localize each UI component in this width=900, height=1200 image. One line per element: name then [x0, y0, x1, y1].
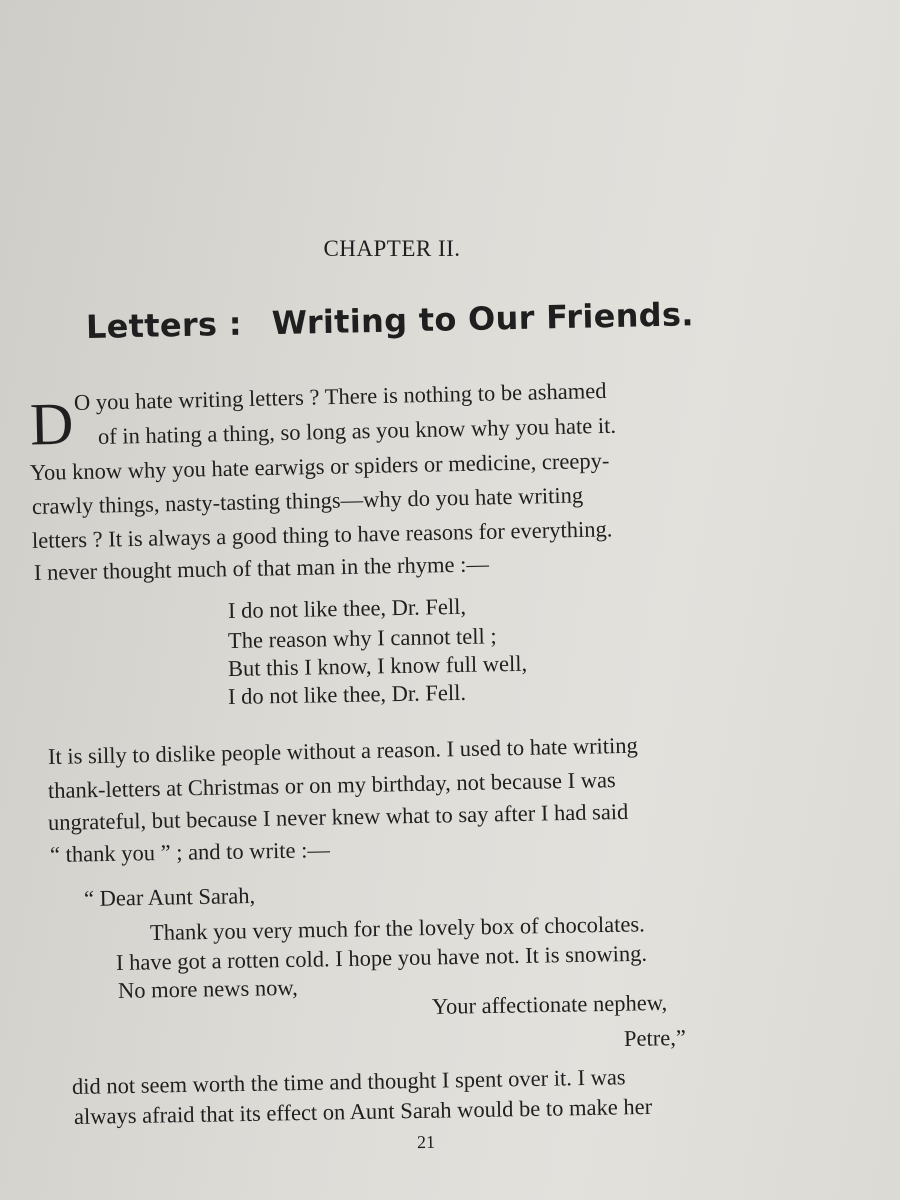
paragraph-line: You know why you hate earwigs or spiders or medicine, creepy-	[29, 447, 610, 485]
chapter-heading: CHAPTER II.	[323, 236, 461, 261]
letter-signature: Petre,”	[623, 1024, 687, 1051]
verse-line: The reason why I cannot tell ;	[227, 623, 497, 653]
title-part-writing: Writing to Our Friends.	[271, 295, 695, 343]
verse-line: I do not like thee, Dr. Fell,	[227, 593, 467, 623]
title-part-letters: Letters :	[85, 304, 243, 346]
letter-line: “ Dear Aunt Sarah,	[83, 883, 256, 911]
paragraph-line: of in hating a thing, so long as you know why you hate it.	[97, 412, 617, 449]
paragraph-line: I never thought much of that man in the rhyme :—	[33, 551, 490, 585]
page-number: 21	[416, 1131, 436, 1153]
paragraph-line: O you hate writing letters ? There is nothing to be ashamed	[73, 377, 607, 415]
letter-line: Thank you very much for the lovely box of chocolates.	[149, 911, 645, 945]
paragraph-line: crawly things, nasty-tasting things—why do you hate writing	[31, 482, 584, 519]
paragraph-line: always afraid that its effect on Aunt Sarah would be to make her	[73, 1093, 653, 1129]
letter-line: I have got a rotten cold. I hope you have not. It is snowing.	[115, 940, 648, 975]
drop-cap: D	[29, 390, 75, 458]
letter-signoff: Your affectionate nephew,	[431, 989, 668, 1019]
paragraph-line: letters ? It is always a good thing to have reasons for everything.	[31, 516, 613, 553]
paragraph-line: ungrateful, but because I never knew what to say after I had said	[47, 798, 629, 835]
paragraph-line: thank-letters at Christmas or on my birthday, not because I was	[47, 767, 616, 803]
letter-line: No more news now,	[117, 974, 298, 1003]
paragraph-line: “ thank you ” ; and to write :—	[49, 837, 331, 867]
verse-line: But this I know, I know full well,	[227, 650, 528, 681]
paragraph-line: It is silly to dislike people without a reason. I used to hate writing	[47, 732, 639, 769]
verse-line: I do not like thee, Dr. Fell.	[227, 679, 467, 709]
paragraph-line: did not seem worth the time and thought I spent over it. I was	[71, 1064, 626, 1099]
